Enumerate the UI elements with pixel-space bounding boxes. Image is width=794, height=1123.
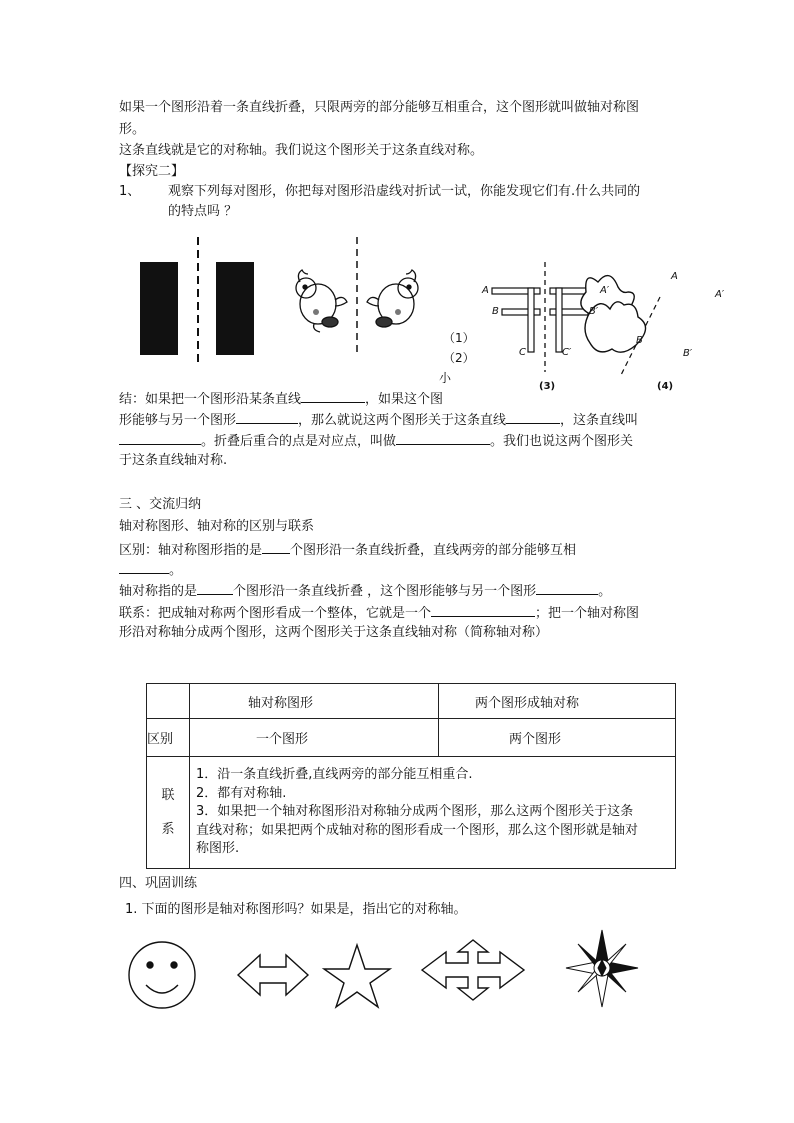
relation-line-1 — [119, 603, 639, 623]
figure-label-2: （2） — [443, 351, 475, 365]
relation-text-2: ；把一个轴对称图 — [535, 606, 640, 621]
point-C: C — [519, 347, 526, 358]
difference-text-3: 。 — [169, 563, 183, 578]
exercise-shapes — [128, 925, 658, 1020]
symmetry-figures — [130, 232, 678, 392]
intro-line-1: 如果一个图形沿着一条直线折叠，只限两旁的部分能够互相重合，这个图形就叫做轴对称图 — [119, 100, 640, 115]
difference-text-6: 。 — [598, 584, 612, 599]
point-B4: B — [636, 335, 643, 346]
conclusion-line-1 — [119, 389, 443, 409]
difference-text-1: 区别：轴对称图形指的是 — [119, 543, 263, 558]
table-corner-cell — [147, 684, 190, 719]
double-arrow-icon — [238, 955, 308, 995]
star-icon — [324, 945, 390, 1007]
blank-fold[interactable] — [301, 389, 365, 403]
blank-figure-type[interactable] — [431, 603, 535, 617]
smiley-face-icon — [129, 942, 195, 1008]
conclusion-text-5: ，这条直线叫 — [560, 413, 639, 428]
section-4-heading: 四、巩固训练 — [119, 876, 198, 891]
black-bar-right — [216, 262, 254, 355]
point-B: B — [492, 306, 499, 317]
blank-count-2[interactable] — [197, 581, 233, 595]
black-bar-left — [140, 262, 178, 355]
relation-label-b: 系 — [161, 821, 175, 837]
relation-point-1: 1．沿一条直线折叠,直线两旁的部分能互相重合. — [196, 767, 473, 783]
conclusion-text-3: 形能够与另一个图形 — [119, 413, 237, 428]
row-label-difference: 区别 — [147, 719, 190, 757]
relation-label-a: 联 — [161, 787, 175, 803]
blank-coincide-3[interactable] — [536, 581, 598, 595]
difference-line-2 — [119, 560, 182, 580]
relation-point-3c: 称图形. — [196, 841, 240, 857]
conclusion-text-7: 。我们也说这两个图形关 — [490, 434, 634, 449]
blank-axis[interactable] — [119, 431, 201, 445]
relation-point-3b: 直线对称；如果把两个成轴对称的图形看成一个图形，那么这个图形就是轴对 — [196, 822, 639, 838]
bird-left-icon — [296, 270, 347, 332]
compass-rose-icon — [566, 930, 638, 1007]
table-row-difference — [147, 719, 676, 757]
difference-two-figures: 两个图形 — [439, 719, 676, 757]
table-header-row — [147, 684, 676, 719]
explore-question-line-1: 观察下列每对图形，你把每对图形沿虚线对折试一试，你能发现它们有.什么共同的 — [168, 184, 641, 199]
figure-label-small: 小 — [439, 371, 452, 385]
intro-line-3: 这条直线就是它的对称轴。我们说这个图形关于这条直线对称。 — [119, 143, 484, 158]
explore-question-line-2: 的特点吗 ？ — [168, 204, 238, 219]
blank-corresponding-points[interactable] — [396, 431, 490, 445]
difference-line-3 — [119, 581, 611, 601]
point-B-prime: B′ — [589, 306, 599, 317]
header-axial-figure: 轴对称图形 — [190, 684, 439, 719]
conclusion-line-4: 于这条直线轴对称. — [119, 453, 228, 468]
figure-label-1: （1） — [443, 331, 475, 345]
point-A4-prime: A′ — [715, 289, 725, 300]
relation-line-2: 形沿对称轴分成两个图形，这两个图形关于这条直线轴对称（简称轴对称） — [119, 625, 549, 640]
point-C-prime: C′ — [562, 347, 572, 358]
explore-heading: 【探究二】 — [119, 164, 185, 179]
conclusion-line-2 — [119, 410, 638, 430]
blank-symmetric[interactable] — [506, 410, 560, 424]
four-way-arrow-icon — [422, 940, 524, 1000]
blank-coincide[interactable] — [236, 410, 298, 424]
difference-line-1 — [119, 540, 576, 560]
row-label-relation — [147, 757, 190, 869]
intro-line-2: 形。 — [119, 122, 146, 137]
point-A: A — [482, 285, 489, 296]
difference-text-2: 个图形沿一条直线折叠，直线两旁的部分能够互相 — [290, 543, 577, 558]
difference-text-5: 个图形沿一条直线折叠 ，这个图形能够与另一个图形 — [233, 584, 537, 599]
relation-content — [190, 757, 676, 869]
relation-text-1: 联系：把成轴对称两个图形看成一个整体，它就是一个 — [119, 606, 432, 621]
bird-right-icon — [367, 270, 418, 327]
difference-axial-figure: 一个图形 — [190, 719, 439, 757]
blank-count-1[interactable] — [262, 540, 290, 554]
section-3-heading: 三 、交流归纳 — [119, 497, 202, 512]
conclusion-text-6: 。折叠后重合的点是对应点，叫做 — [201, 434, 397, 449]
figure-label-3: (3) — [539, 381, 556, 392]
relation-point-2: 2．都有对称轴. — [196, 785, 287, 801]
comparison-table — [146, 683, 676, 869]
point-B4-prime: B′ — [683, 348, 693, 359]
point-A4: A — [671, 271, 678, 282]
blob-right-svg — [570, 282, 670, 372]
conclusion-text-4: ，那么就说这两个图形关于这条直线 — [298, 413, 507, 428]
figure-label-4: (4) — [657, 381, 674, 392]
difference-text-4: 轴对称指的是 — [119, 584, 198, 599]
question-number: 1、 — [119, 184, 141, 199]
conclusion-line-3 — [119, 431, 633, 451]
exercise-question-1: 1. 下面的图形是轴对称图形吗？如果是，指出它的对称轴。 — [125, 902, 467, 917]
point-A-prime: A′ — [600, 285, 610, 296]
conclusion-text-1: 结：如果把一个图形沿某条直线 — [119, 392, 302, 407]
blank-coincide-2[interactable] — [119, 560, 169, 574]
relation-point-3a: 3．如果把一个轴对称图形沿对称轴分成两个图形，那么这两个图形关于这条 — [196, 804, 634, 820]
section-3-subtitle: 轴对称图形、轴对称的区别与联系 — [119, 519, 315, 534]
table-row-relation — [147, 757, 676, 869]
conclusion-text-2: ，如果这个图 — [365, 392, 444, 407]
header-two-figures: 两个图形成轴对称 — [439, 684, 676, 719]
